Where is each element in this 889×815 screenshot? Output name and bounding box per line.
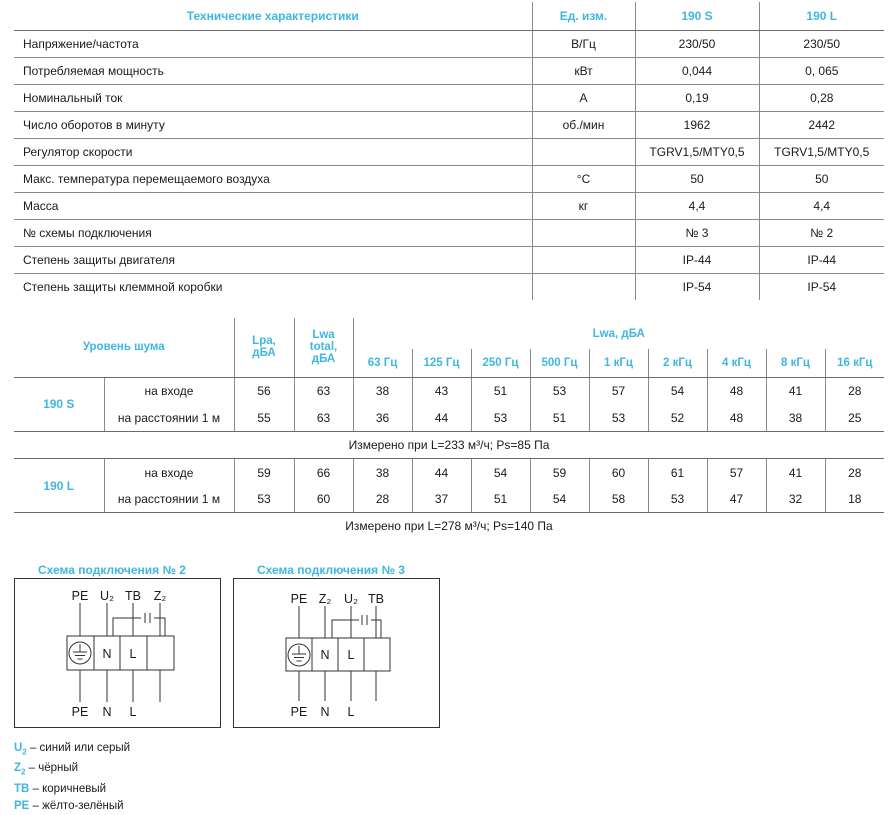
scheme-3-bottom-2: L	[347, 705, 355, 719]
noise-value: 54	[530, 487, 589, 513]
noise-row	[14, 377, 884, 405]
scheme-2-top-0: PE	[71, 589, 89, 603]
spec-unit: кВт	[532, 58, 635, 85]
noise-value: 56	[234, 377, 294, 405]
specs-row	[14, 247, 884, 274]
noise-value: 57	[707, 459, 766, 487]
noise-group-190l	[14, 459, 884, 513]
noise-value: 60	[589, 459, 648, 487]
noise-lwa-total-header: Lwa total, дБА	[294, 318, 353, 377]
noise-lwa-header: Lwa, дБА	[353, 318, 884, 349]
spec-name: Степень защиты клеммной коробки	[23, 280, 223, 294]
wire-color-legend	[14, 740, 130, 815]
spec-name: Потребляемая мощность	[14, 58, 532, 85]
band-header: 16 кГц	[825, 349, 884, 377]
noise-value: 55	[234, 405, 294, 431]
noise-value: 44	[412, 459, 471, 487]
scheme-3-diagram	[233, 578, 440, 728]
spec-value-190l: 4,4	[759, 193, 884, 220]
scheme-2-top-3: Z₂	[153, 589, 167, 603]
specs-header-unit: Ед. изм.	[532, 2, 635, 31]
noise-value: 41	[766, 459, 825, 487]
spec-value-190s: IP-54	[635, 274, 759, 301]
measure-note-190s: Измерено при L=233 м³/ч; Ps=85 Па	[348, 438, 550, 452]
scheme-3-top-3: TB	[368, 592, 384, 606]
measure-note-190l: Измерено при L=278 м³/ч; Ps=140 Па	[345, 519, 553, 533]
legend-code: TB	[14, 782, 30, 795]
spec-value-190l: 50	[759, 166, 884, 193]
noise-value: 51	[471, 487, 530, 513]
specs-row	[14, 85, 884, 112]
noise-value: 63	[294, 377, 353, 405]
noise-value: 41	[766, 377, 825, 405]
scheme-3-bottom-1: N	[320, 705, 330, 719]
noise-value: 44	[412, 405, 471, 431]
noise-value: 57	[589, 377, 648, 405]
spec-value-190l: 230/50	[759, 31, 884, 58]
noise-value: 51	[471, 377, 530, 405]
spec-value-190l: IP-44	[759, 247, 884, 274]
spec-value-190s: 1962	[635, 112, 759, 139]
band-header: 125 Гц	[412, 349, 471, 377]
noise-value: 36	[353, 405, 412, 431]
specs-header-name: Технические характеристики	[14, 2, 532, 31]
noise-row	[14, 487, 884, 513]
noise-row	[14, 405, 884, 431]
noise-value: 38	[766, 405, 825, 431]
specs-body	[14, 31, 884, 301]
spec-unit: А	[532, 85, 635, 112]
scheme-3-title: Схема подключения № 3	[257, 563, 405, 577]
spec-value-190s: № 3	[635, 220, 759, 247]
noise-value: 53	[471, 405, 530, 431]
noise-value: 43	[412, 377, 471, 405]
scheme-2-bottom-2: L	[129, 705, 137, 719]
spec-unit: °С	[532, 166, 635, 193]
specs-row	[14, 220, 884, 247]
legend-code: U	[14, 742, 23, 754]
spec-unit: В/Гц	[532, 31, 635, 58]
scheme-2-title: Схема подключения № 2	[38, 563, 186, 577]
scheme-3-terminal-l: L	[347, 648, 355, 662]
noise-value: 53	[589, 405, 648, 431]
spec-value-190l: 2442	[759, 112, 884, 139]
spec-unit: кг	[532, 193, 635, 220]
specs-header-190s: 190 S	[635, 2, 759, 31]
noise-table-190s	[14, 318, 884, 432]
spec-name: № схемы подключения	[14, 220, 532, 247]
noise-value: 53	[648, 487, 707, 513]
scheme-3-terminal-n: N	[320, 648, 330, 662]
noise-position-label: на входе	[104, 459, 234, 487]
spec-name: Число оборотов в минуту	[14, 112, 532, 139]
specs-row	[14, 112, 884, 139]
noise-value: 28	[825, 459, 884, 487]
specs-row	[14, 274, 884, 301]
specs-row	[14, 166, 884, 193]
spec-name: Степень защиты двигателя	[14, 247, 532, 274]
noise-value: 37	[412, 487, 471, 513]
spec-value-190l: TGRV1,5/MTY0,5	[759, 139, 884, 166]
noise-lpa-header: Lpa, дБА	[234, 318, 294, 377]
noise-value: 25	[825, 405, 884, 431]
noise-value: 18	[825, 487, 884, 513]
legend-item	[14, 760, 130, 780]
scheme-3-bottom-0: PE	[290, 705, 308, 719]
band-header: 250 Гц	[471, 349, 530, 377]
noise-value: 58	[589, 487, 648, 513]
legend-text: – синий или серый	[26, 742, 131, 754]
spec-unit	[532, 220, 635, 247]
scheme-2-terminal-l: L	[129, 647, 137, 661]
noise-value: 28	[353, 487, 412, 513]
noise-value: 61	[648, 459, 707, 487]
specs-row	[14, 31, 884, 58]
spec-name: Напряжение/частота	[14, 31, 532, 58]
legend-code-sub: 2	[21, 767, 26, 777]
noise-model-label: 190 S	[14, 377, 104, 431]
noise-position-label: на расстоянии 1 м	[104, 487, 234, 513]
spec-value-190s: 0,044	[635, 58, 759, 85]
scheme-2-diagram	[14, 578, 221, 728]
scheme-3-top-0: PE	[290, 592, 308, 606]
spec-value-190l: IP-54	[759, 274, 884, 301]
scheme-2-top-1: U₂	[100, 589, 114, 603]
spec-unit	[532, 247, 635, 274]
noise-value: 51	[530, 405, 589, 431]
scheme-2-top-2: TB	[125, 589, 141, 603]
spec-name: Масса	[14, 193, 532, 220]
noise-group-190s	[14, 377, 884, 431]
noise-value: 38	[353, 377, 412, 405]
legend-text: – коричневый	[29, 782, 107, 795]
band-header: 4 кГц	[707, 349, 766, 377]
legend-item	[14, 740, 130, 760]
noise-value: 60	[294, 487, 353, 513]
spec-value-190l: 0,28	[759, 85, 884, 112]
band-header: 1 кГц	[589, 349, 648, 377]
scheme-3-top-1: Z₂	[318, 592, 332, 606]
noise-value: 38	[353, 459, 412, 487]
noise-position-label: на расстоянии 1 м	[104, 405, 234, 431]
noise-table-190l	[14, 458, 884, 513]
noise-row	[14, 459, 884, 487]
specs-header-row	[14, 2, 884, 31]
noise-value: 63	[294, 405, 353, 431]
noise-value: 54	[471, 459, 530, 487]
noise-value: 53	[234, 487, 294, 513]
band-header: 500 Гц	[530, 349, 589, 377]
noise-value: 32	[766, 487, 825, 513]
noise-title: Уровень шума	[14, 318, 234, 377]
noise-value: 52	[648, 405, 707, 431]
spec-name: Регулятор скорости	[14, 139, 532, 166]
noise-value: 47	[707, 487, 766, 513]
spec-value-190s: 50	[635, 166, 759, 193]
spec-unit	[532, 139, 635, 166]
specs-table	[14, 2, 884, 300]
specs-row	[14, 193, 884, 220]
noise-value: 54	[648, 377, 707, 405]
legend-text: – чёрный	[25, 762, 79, 775]
legend-item	[14, 798, 130, 815]
legend-item	[14, 781, 130, 798]
specs-row	[14, 139, 884, 166]
spec-unit	[532, 274, 635, 301]
noise-value: 59	[530, 459, 589, 487]
spec-value-190l: № 2	[759, 220, 884, 247]
spec-name: Макс. температура перемещаемого воздуха	[14, 166, 532, 193]
spec-value-190s: 230/50	[635, 31, 759, 58]
spec-value-190s: TGRV1,5/MTY0,5	[635, 139, 759, 166]
specs-row	[14, 58, 884, 85]
spec-name: Номинальный ток	[14, 85, 532, 112]
spec-unit: об./мин	[532, 112, 635, 139]
noise-position-label: на входе	[104, 377, 234, 405]
scheme-2-terminal-n: N	[102, 647, 112, 661]
band-header: 2 кГц	[648, 349, 707, 377]
scheme-3-top-2: U₂	[344, 592, 358, 606]
scheme-2-bottom-0: PE	[71, 705, 89, 719]
specs-header-190l: 190 L	[759, 2, 884, 31]
noise-value: 66	[294, 459, 353, 487]
legend-code: PE	[14, 799, 30, 812]
spec-value-190s: 4,4	[635, 193, 759, 220]
noise-value: 28	[825, 377, 884, 405]
noise-value: 53	[530, 377, 589, 405]
band-header: 63 Гц	[353, 349, 412, 377]
legend-code-sub: 2	[22, 747, 27, 757]
spec-value-190l: 0, 065	[759, 58, 884, 85]
noise-model-label: 190 L	[14, 459, 104, 513]
legend-text: – жёлто-зелёный	[29, 799, 124, 812]
noise-value: 48	[707, 405, 766, 431]
legend-code: Z	[14, 762, 22, 775]
band-header: 8 кГц	[766, 349, 825, 377]
noise-value: 59	[234, 459, 294, 487]
scheme-2-bottom-1: N	[102, 705, 112, 719]
spec-value-190s: IP-44	[635, 247, 759, 274]
spec-value-190s: 0,19	[635, 85, 759, 112]
noise-value: 48	[707, 377, 766, 405]
